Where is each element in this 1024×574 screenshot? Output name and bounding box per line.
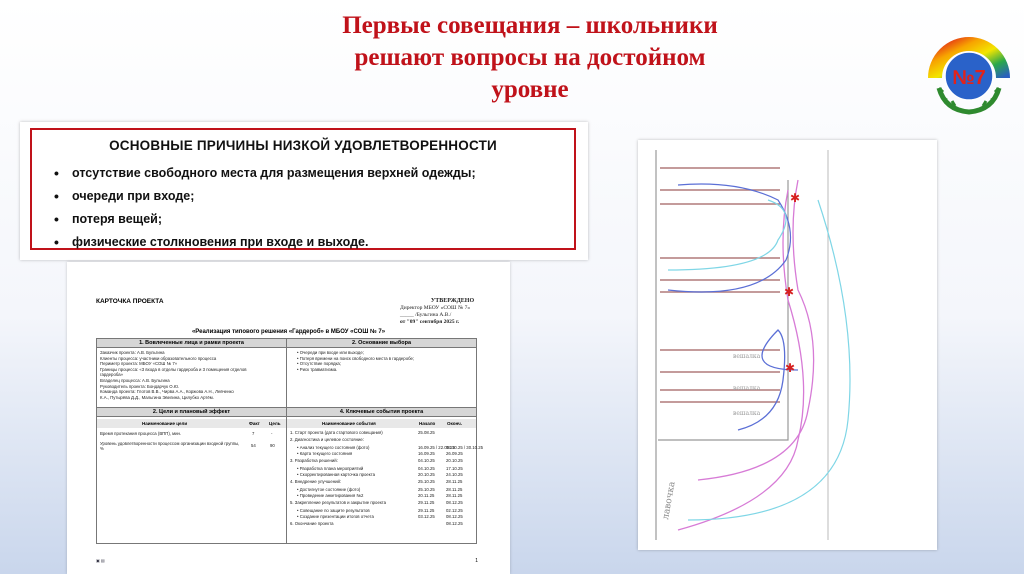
title-line-2: решают вопросы на достойном <box>354 44 706 71</box>
footer-logos: ▣ ▤ <box>96 558 105 563</box>
event-start: 20.11.25 <box>418 493 435 498</box>
reason-item: • потеря вещей; <box>54 212 476 235</box>
page-number: 1 <box>475 558 478 564</box>
event-end: 03.10.25 / 30.10.25 <box>446 444 484 450</box>
slide-title <box>250 10 810 106</box>
event-start: 29.11.25 <box>418 499 435 505</box>
hanger-label: вешалка <box>733 385 761 392</box>
bench-label: лавочка <box>661 480 678 521</box>
goal-row: Уровень удовлетворенности процессом организации входной группы, % <box>100 441 240 452</box>
flow-path-blue <box>668 184 791 292</box>
hanger-label: вешалка <box>733 410 761 417</box>
event-start: 04.10.25 <box>418 465 435 471</box>
section-2-header: 2. Основание выбора <box>287 339 476 348</box>
event-start: 25.10.25 <box>418 478 435 484</box>
project-card <box>67 262 510 574</box>
floor-plan-sketch <box>638 140 937 550</box>
section-2-body: • Очереди при входе или выходе; • Потеря времени на поиск свободного места в гардеробе; • Отсутствие порядка; • Риск травматизма. <box>297 350 415 372</box>
event-start: 03.12.25 <box>418 514 435 519</box>
section-1-body: Заказчик проекта: А.В. Бульгина Клиенты процесса: участники образовательного процесса Периметр проекта: МБОУ «СОШ № 7» Границы процесса: «3 входа в отделы гардероба и 3 помещения отделов гардероба» Владелец процесса: А.В. Бульгина Руководитель проекта: Бондарчук О.Ю. Команда проекта: Глотов В.В., Чирва А.А., Коржова А.Н., Левченко К.А., Путырёва Д.Д., Мальгина Эвелина, Цилубко Артём. <box>100 350 247 400</box>
event-end: 20.10.25 <box>446 457 463 463</box>
event-name: 5. Закрепление результатов и закрытие проекта <box>290 499 387 505</box>
event-start: 29.11.25 <box>418 507 435 513</box>
event-start: 16.09.25 <box>418 451 435 456</box>
section-1-header: 1. Вовлеченные лица и рамки проекта <box>97 339 287 348</box>
event-end: 26.09.25 <box>446 451 463 456</box>
goal-row: Время протекания процесса (ВПП), мин. <box>100 431 182 436</box>
svg-text:№7: №7 <box>952 67 986 89</box>
goal-target: 90 <box>270 443 275 448</box>
event-start: 25.08.25 <box>418 430 435 435</box>
goal-fact: 54 <box>251 443 256 448</box>
event-name: • Карта текущего состояния <box>297 451 353 456</box>
collision-marker-icon: ✱ <box>784 285 795 299</box>
card-title: КАРТОЧКА ПРОЕКТА <box>96 298 164 305</box>
event-end: 28.11.25 <box>446 478 463 484</box>
event-name: • Создание презентации итогов отчета <box>297 514 374 519</box>
title-line-1: Первые совещания – школьники <box>342 12 718 39</box>
event-name: • Проведение анкетирования №2 <box>297 493 364 498</box>
reason-item: • физические столкновения при входе и выходе. <box>54 235 476 258</box>
event-end: 28.11.25 <box>446 486 463 492</box>
event-name: • Анализ текущего состояния (фото) <box>297 444 370 450</box>
event-start: 16.09.25 / 22.09.25 <box>418 444 456 450</box>
goal-fact: 7 <box>252 431 255 436</box>
school-emblem-icon <box>925 18 1013 118</box>
event-name: 4. Внедрение улучшений: <box>290 478 342 484</box>
collision-marker-icon: ✱ <box>785 361 796 375</box>
approval-heading: УТВЕРЖДЕНО <box>430 298 475 304</box>
event-name: • Достигнутое состояние (фото) <box>297 486 361 492</box>
event-end: 08.12.25 <box>446 514 463 519</box>
reasons-list <box>54 166 476 258</box>
event-end: 08.12.25 <box>446 499 463 505</box>
event-start: 20.10.25 <box>418 472 435 477</box>
event-name: • Скорректированная карточка проекта <box>297 472 376 477</box>
event-name: 2. Диагностика и целевое состояние: <box>290 436 364 442</box>
events-header: Наименование события Начало Оконч. <box>287 419 476 428</box>
approval-block <box>400 298 505 326</box>
goals-header: Наименование цели Факт Цель <box>97 419 286 428</box>
approval-line: Директор МБОУ «СОШ № 7» <box>400 305 471 311</box>
event-end: 17.10.25 <box>446 465 463 471</box>
title-line-3: уровне <box>491 76 569 103</box>
event-name: 6. Окончание проекта <box>290 520 334 526</box>
project-title: «Реализация типового решения «Гардероб» в МБОУ «СОШ № 7» <box>191 329 386 335</box>
approval-date: от "09" сентября 2025 г. <box>400 319 460 325</box>
event-end: 08.12.25 <box>446 520 463 526</box>
collision-marker-icon: ✱ <box>790 191 801 205</box>
event-start: 25.10.25 <box>418 486 435 492</box>
hanger-label: вешалка <box>733 353 761 360</box>
reasons-frame <box>30 128 576 250</box>
project-grid <box>96 338 484 544</box>
event-name: 1. Старт проекта (дата стартового совещания) <box>290 430 383 435</box>
flow-path-cyan <box>688 200 850 520</box>
hand-drawn-floor-plan <box>638 140 937 550</box>
event-start: 04.10.25 <box>418 457 435 463</box>
event-name: 3. Разработка решений: <box>290 457 338 463</box>
flow-path-cyan <box>668 200 786 270</box>
event-name: • Совещание по защите результатов <box>297 507 370 513</box>
event-end: 24.10.25 <box>446 472 463 477</box>
section-3-header: 2. Цели и плановый эффект <box>97 407 287 417</box>
reason-item: • очереди при входе; <box>54 189 476 212</box>
approval-line: _____ /Бульгина А.В./ <box>400 312 452 318</box>
event-end: 02.12.25 <box>446 507 463 513</box>
reasons-panel <box>20 122 588 260</box>
event-end: 28.11.25 <box>446 493 463 498</box>
section-4-header: 4. Ключевые события проекта <box>287 407 476 417</box>
wall-partition <box>658 180 788 440</box>
reasons-heading: ОСНОВНЫЕ ПРИЧИНЫ НИЗКОЙ УДОВЛЕТВОРЕННОСТИ <box>109 138 497 153</box>
goal-target: - <box>271 431 273 436</box>
event-name: • Разработка плана мероприятий <box>297 465 364 471</box>
reason-item: • отсутствие свободного места для размещения верхней одежды; <box>54 166 476 189</box>
